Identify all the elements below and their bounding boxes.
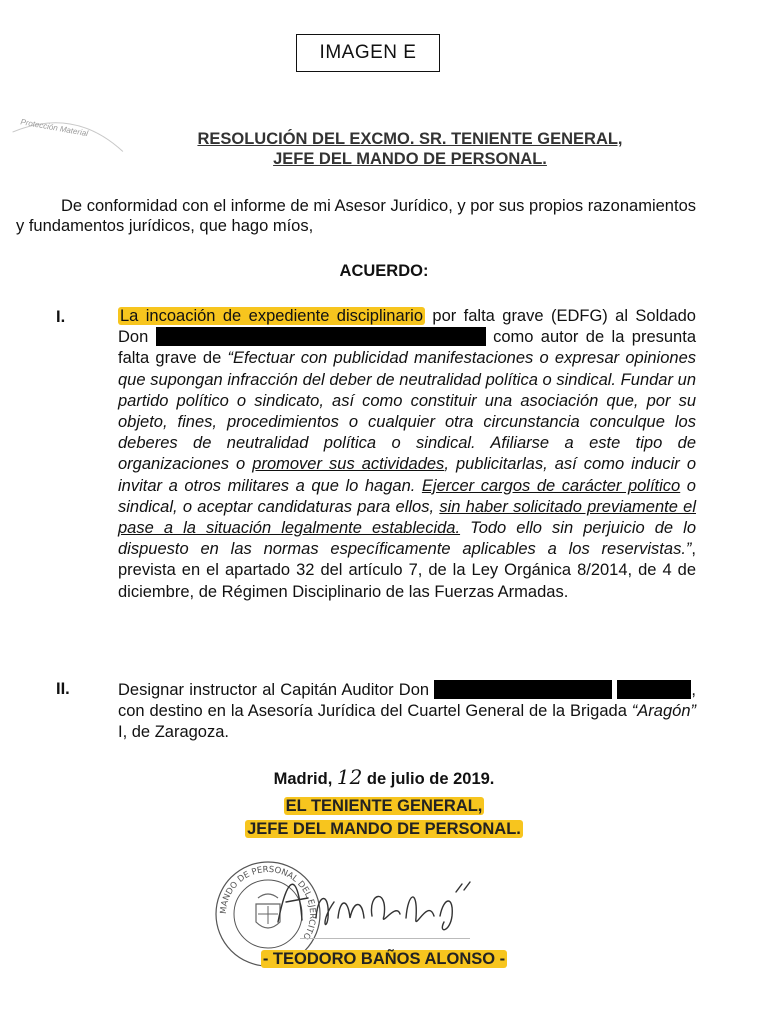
- stamp-text: Protección Material: [19, 117, 89, 139]
- quote-underlined-3: sin haber solicitado previamente el pase a la situación legalmente establecida.: [118, 497, 697, 538]
- resolution-title-line1: RESOLUCIÓN DEL EXCMO. SR. TENIENTE GENERAL,: [197, 130, 623, 148]
- highlighted-phrase: La incoación de expediente disciplinario: [120, 307, 423, 325]
- handwritten-signature: [268, 862, 488, 943]
- image-label: IMAGEN E: [319, 42, 417, 63]
- signatory-name: [0, 950, 768, 969]
- date-prefix: Madrid,: [273, 770, 337, 788]
- item1-text-2: como autor de la presunta falta grave de: [118, 328, 696, 368]
- item1-text-1: por falta grave (EDFG) al Soldado Don: [118, 307, 696, 347]
- signatory-title-line2: [0, 820, 768, 839]
- image-label-box: [296, 34, 440, 72]
- redacted-instructor-box-2: [617, 680, 691, 699]
- date-day-handwritten: 12: [336, 765, 363, 789]
- signature-line: [300, 938, 470, 939]
- item1-paragraph: [118, 306, 696, 603]
- seal-text: MANDO DE PERSONAL DEL EJÉRCITO: [218, 864, 318, 942]
- signatory-name-text: - TEODORO BAÑOS ALONSO -: [262, 950, 506, 968]
- intro-paragraph: De conformidad con el informe de mi Asesor Jurídico, y por sus propios razonamientos y fundamentos jurídicos, que hago míos,: [16, 197, 696, 235]
- quote-underlined-2: Ejercer cargos de carácter político: [421, 476, 681, 495]
- item2-text-1: Designar instructor al Capitán Auditor Don: [118, 681, 435, 699]
- item2-paragraph: [118, 680, 696, 744]
- quote-part-a: “Efectuar con publicidad manifestaciones o expresar opiniones que supongan infracción del deber de neutralidad política o sindical. Fundar un partido político o sindicato, así como constituir una asociación que, por su objeto, fines, procedimientos o cualquier otra circunstancia conculque los deberes de neutralidad política o sindical. Afiliarse a este tipo de organizaciones o: [118, 349, 696, 474]
- signatory-title-line1: [0, 797, 768, 816]
- quote-part-c: o sindical, o aceptar candidaturas para ellos,: [118, 476, 696, 516]
- item1-text-3: , prevista en el apartado 32 del artículo 7, de la Ley Orgánica 8/2014, de 4 de diciembre, de Régimen Disciplinario de las Fuerzas Armadas.: [118, 540, 696, 601]
- resolution-title-line2: JEFE DEL MANDO DE PERSONAL.: [273, 150, 547, 168]
- item1-numeral: I.: [56, 308, 66, 326]
- date-line: [0, 765, 768, 789]
- signature-scribble-icon: [268, 862, 488, 938]
- acuerdo-heading: ACUERDO:: [339, 262, 429, 280]
- redacted-name-box: [156, 327, 486, 346]
- item2-text-3: I, de Zaragoza.: [118, 723, 229, 742]
- brigade-name: “Aragón”: [631, 702, 696, 721]
- quote-part-d: Todo ello sin perjuicio de lo dispuesto en las normas específicamente aplicables a los reservistas.”: [118, 519, 696, 559]
- date-suffix: de julio de 2019.: [362, 770, 495, 788]
- signatory-title-line2-text: JEFE DEL MANDO DE PERSONAL.: [247, 820, 521, 838]
- redacted-instructor-box-1: [434, 680, 612, 699]
- item2-text-2: , con destino en la Asesoría Jurídica del Cuartel General de la Brigada: [118, 681, 696, 721]
- signatory-title-line1-text: EL TENIENTE GENERAL,: [285, 797, 483, 815]
- quote-underlined-1: promover sus actividades: [252, 455, 445, 474]
- item2-numeral: II.: [56, 680, 70, 698]
- quote-part-b: , publicitarlas, así como inducir o invitar a otros militares a que lo hagan.: [118, 455, 697, 495]
